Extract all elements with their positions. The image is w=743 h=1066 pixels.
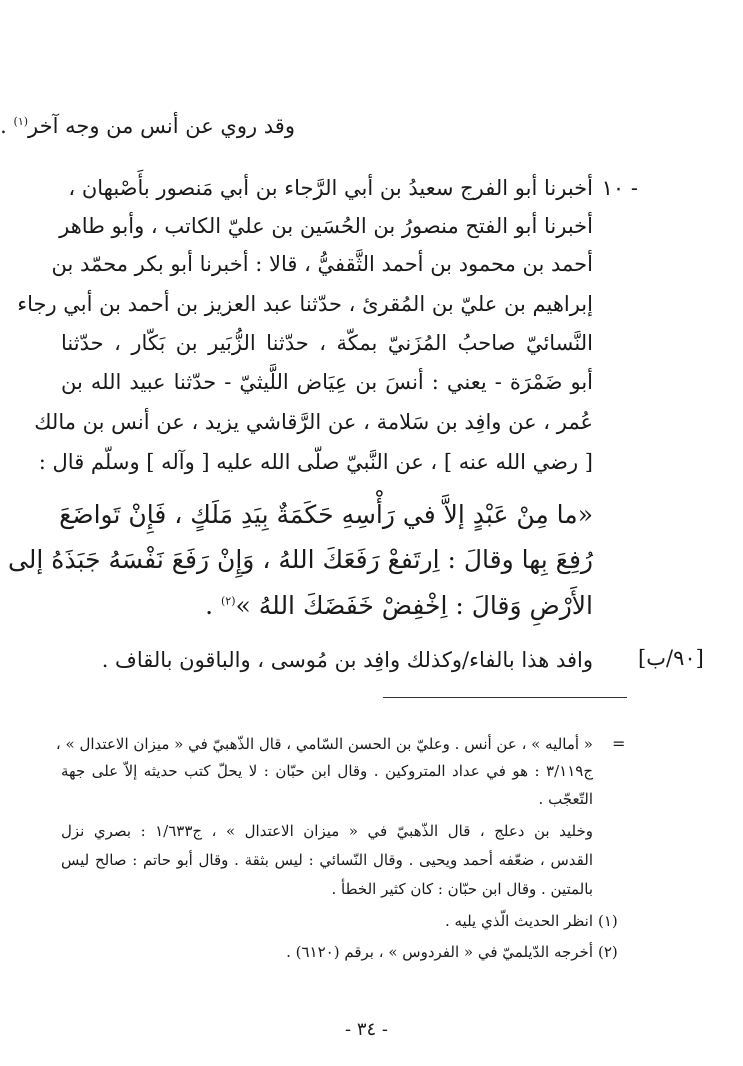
intro-end: . bbox=[0, 114, 14, 138]
note-line: وافد هذا بالفاء/وكذلك وافِد بن مُوسى ، والباقون بالقاف . bbox=[101, 648, 593, 672]
intro-line bbox=[0, 114, 295, 138]
footnote-line: وخليد بن دعلج ، قال الذّهبيّ في « ميزان الاعتدال » ، ج١/٦٣٣ : بصري نزل bbox=[61, 822, 593, 840]
isnad-line: إبراهيم بن عليّ بن المُقرئ ، حدّثنا عبد العزيز بن أحمد بن أبي رجاء bbox=[17, 292, 593, 316]
hadith-text-end: الأَرْضِ وَقالَ : اِخْفِضْ خَفَضَكَ اللهُ » bbox=[235, 591, 593, 620]
footnote-ref-2: (٢) bbox=[221, 594, 236, 608]
hadith-line: «ما مِنْ عَبْدٍ إلاَّ في رَأْسِهِ حَكَمَةٌ بِيَدِ مَلَكٍ ، فَإِنْ تَواضَعَ bbox=[59, 500, 593, 529]
footnote-continuation-mark: = bbox=[612, 734, 626, 753]
footnote-line: ج٣/١١٩ : هو في عداد المتروكين . وقال ابن حبّان : لا يحلّ كتب حديثه إلاّ على جهة bbox=[61, 762, 593, 780]
hadith-number: ١٠ - bbox=[601, 176, 638, 200]
footnote-line: القدس ، ضعّفه أحمد ويحيى . وقال النّسائي : ليس بثقة . وقال أبو حاتم : صالح ليس bbox=[61, 851, 593, 869]
footnote-line: التّعجّب . bbox=[538, 790, 593, 808]
isnad-line: أحمد بن محمود بن أحمد الثَّقفيُّ ، قالا : أخبرنا أبو بكر محمّد بن bbox=[51, 252, 593, 276]
footnote-number: (٢) bbox=[598, 943, 618, 961]
hadith-line: رُفِعَ بِها وقالَ : اِرتَفعْ رَفَعَكَ اللهُ ، وَإِنْ رَفَعَ نَفْسَهُ جَبَذَهُ إلى bbox=[7, 545, 593, 574]
footnote-separator bbox=[383, 697, 627, 698]
page-number: - ٣٤ - bbox=[345, 1019, 388, 1040]
footnote-text: أخرجه الدّيلميّ في « الفردوس » ، برقم (٦١٢٠) . bbox=[286, 943, 593, 961]
hadith-end: . bbox=[205, 591, 221, 620]
footnote-line: « أماليه » ، عن أنس . وعليّ بن الحسن السّامي ، قال الذّهبيّ في « ميزان الاعتدال » ، bbox=[55, 735, 593, 753]
footnote-number: (١) bbox=[598, 912, 618, 930]
isnad-line: أخبرنا أبو الفرج سعيدُ بن أبي الرَّجاء بن أبي مَنصور بأَصْبهان ، bbox=[68, 176, 593, 200]
footnote-ref-1: (١) bbox=[13, 115, 29, 128]
folio-marker: [٩٠/ب] bbox=[638, 646, 704, 670]
footnote-line: بالمتين . وقال ابن حبّان : كان كثير الخطأ . bbox=[331, 880, 593, 898]
isnad-line: النَّسائيّ صاحبُ المُزَنيّ بمكّة ، حدّثنا الزُّبَير بن بَكّار ، حدّثنا bbox=[61, 331, 593, 355]
isnad-line: عُمر ، عن وافِد بن سَلامة ، عن الرَّقاشي يزيد ، عن أنس بن مالك bbox=[34, 410, 593, 434]
isnad-line: [ رضي الله عنه ] ، عن النَّبيّ صلّى الله عليه [ وآله ] وسلّم قال : bbox=[38, 450, 593, 474]
intro-text: وقد روي عن أنس من وجه آخر bbox=[28, 114, 295, 138]
footnote-text: انظر الحديث الّذي يليه . bbox=[444, 912, 593, 930]
isnad-line: أخبرنا أبو الفتح منصورُ بن الحُسَين بن عليّ الكاتب ، وأبو طاهر bbox=[59, 214, 593, 238]
hadith-line-last bbox=[205, 591, 593, 620]
isnad-line: أبو ضَمْرَة - يعني : أنسَ بن عِيَاض اللَّيثيّ - حدّثنا عبيد الله بن bbox=[61, 370, 593, 394]
